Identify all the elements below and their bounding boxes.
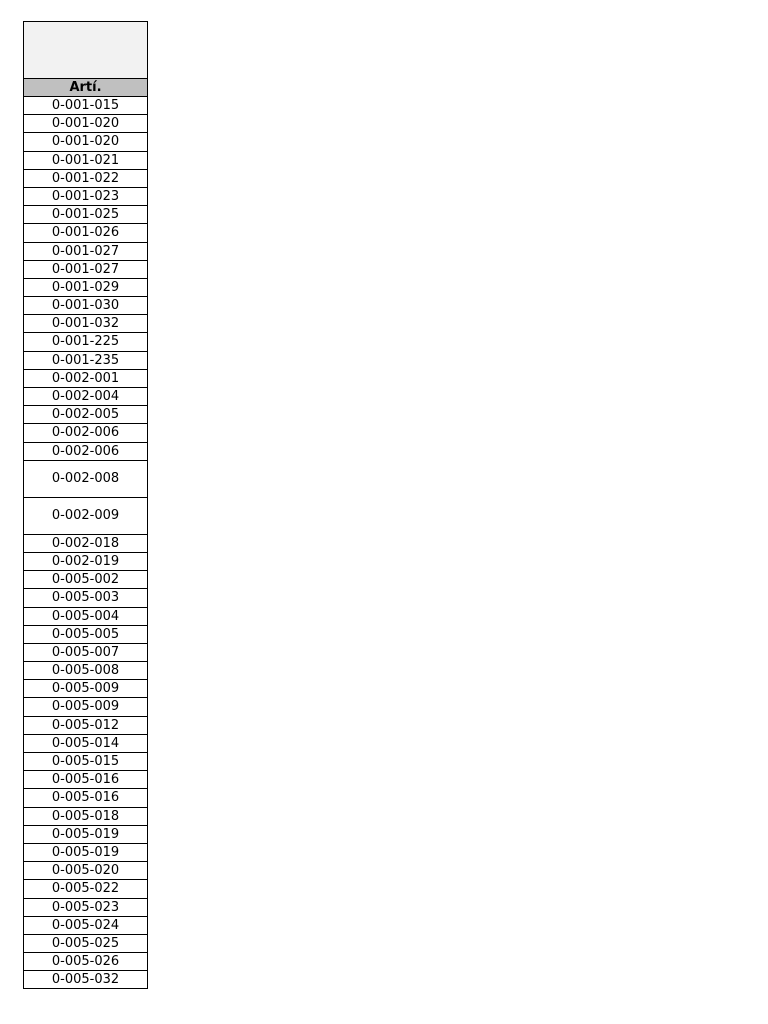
- table-cell-article-code[interactable]: 0-001-027: [24, 243, 147, 261]
- table-cell-article-code[interactable]: 0-001-030: [24, 297, 147, 315]
- table-body: [24, 97, 147, 989]
- table-cell-article-code[interactable]: 0-001-022: [24, 170, 147, 188]
- table-cell-article-code[interactable]: 0-002-018: [24, 535, 147, 553]
- table-cell-article-code[interactable]: 0-002-019: [24, 553, 147, 571]
- table-cell-article-code[interactable]: 0-001-029: [24, 279, 147, 297]
- table-cell-article-code[interactable]: 0-001-021: [24, 152, 147, 170]
- table-cell-article-code[interactable]: 0-005-003: [24, 589, 147, 607]
- table-cell-article-code[interactable]: 0-005-007: [24, 644, 147, 662]
- table-cell-article-code[interactable]: 0-005-019: [24, 844, 147, 862]
- table-cell-article-code[interactable]: 0-005-019: [24, 826, 147, 844]
- table-cell-article-code[interactable]: 0-005-016: [24, 789, 147, 807]
- empty-header-cell[interactable]: [24, 22, 147, 79]
- table-cell-article-code[interactable]: 0-002-001: [24, 370, 147, 388]
- table-cell-article-code[interactable]: 0-001-026: [24, 224, 147, 242]
- table-cell-article-code[interactable]: 0-005-015: [24, 753, 147, 771]
- table-cell-article-code[interactable]: 0-002-009: [24, 498, 147, 535]
- table-cell-article-code[interactable]: 0-002-006: [24, 443, 147, 461]
- column-header-articulo[interactable]: Artí.: [24, 79, 147, 97]
- table-cell-article-code[interactable]: 0-005-025: [24, 935, 147, 953]
- table-cell-article-code[interactable]: 0-001-235: [24, 352, 147, 370]
- table-cell-article-code[interactable]: 0-005-026: [24, 953, 147, 971]
- table-cell-article-code[interactable]: 0-005-018: [24, 808, 147, 826]
- table-cell-article-code[interactable]: 0-005-024: [24, 917, 147, 935]
- table-cell-article-code[interactable]: 0-005-022: [24, 880, 147, 898]
- table-cell-article-code[interactable]: 0-005-008: [24, 662, 147, 680]
- table-cell-article-code[interactable]: 0-001-025: [24, 206, 147, 224]
- table-cell-article-code[interactable]: 0-001-020: [24, 133, 147, 151]
- table-cell-article-code[interactable]: 0-001-027: [24, 261, 147, 279]
- table-cell-article-code[interactable]: 0-005-014: [24, 735, 147, 753]
- spreadsheet-column: [23, 21, 148, 989]
- table-cell-article-code[interactable]: 0-002-004: [24, 388, 147, 406]
- table-cell-article-code[interactable]: 0-005-016: [24, 771, 147, 789]
- table-cell-article-code[interactable]: 0-005-023: [24, 899, 147, 917]
- table-cell-article-code[interactable]: 0-001-015: [24, 97, 147, 115]
- table-cell-article-code[interactable]: 0-002-006: [24, 424, 147, 442]
- table-cell-article-code[interactable]: 0-005-020: [24, 862, 147, 880]
- table-cell-article-code[interactable]: 0-005-009: [24, 680, 147, 698]
- table-cell-article-code[interactable]: 0-001-225: [24, 333, 147, 351]
- table-cell-article-code[interactable]: 0-002-008: [24, 461, 147, 498]
- table-cell-article-code[interactable]: 0-005-002: [24, 571, 147, 589]
- table-cell-article-code[interactable]: 0-001-020: [24, 115, 147, 133]
- table-cell-article-code[interactable]: 0-001-032: [24, 315, 147, 333]
- table-cell-article-code[interactable]: 0-005-004: [24, 608, 147, 626]
- table-cell-article-code[interactable]: 0-002-005: [24, 406, 147, 424]
- table-cell-article-code[interactable]: 0-001-023: [24, 188, 147, 206]
- table-cell-article-code[interactable]: 0-005-009: [24, 698, 147, 716]
- table-cell-article-code[interactable]: 0-005-032: [24, 971, 147, 989]
- table-cell-article-code[interactable]: 0-005-012: [24, 717, 147, 735]
- table-cell-article-code[interactable]: 0-005-005: [24, 626, 147, 644]
